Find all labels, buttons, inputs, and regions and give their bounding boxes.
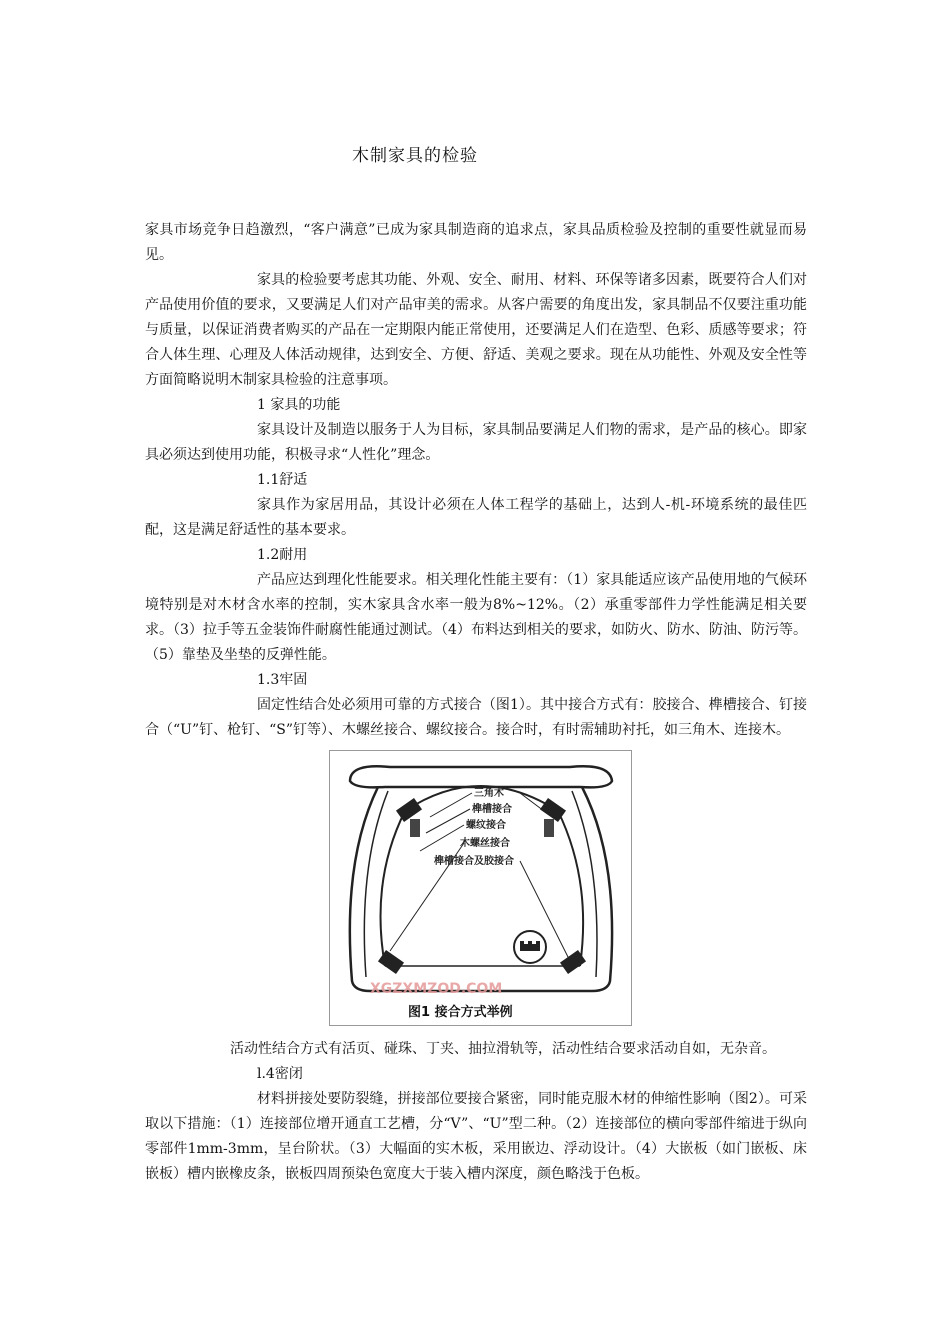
- subsection-heading: l.4密闭: [257, 1066, 303, 1082]
- intro-paragraph: 家具市场竞争日趋激烈，“客户满意”已成为家具制造商的追求点，家具品质检验及控制的重要性就显而易见。: [145, 222, 807, 263]
- paragraph: 固定性结合处必须用可靠的方式接合（图1）。其中接合方式有：胶接合、榫槽接合、钉接合（“U”钉、枪钉、“S”钉等）、木螺丝接合、螺纹接合。接合时，有时需辅助衬托，如三角木、连接木。: [145, 697, 807, 738]
- figure-label: 榫槽接合及胶接合: [434, 856, 514, 867]
- figure-label: 螺纹接合: [466, 820, 506, 831]
- paragraph: 材料拼接处要防裂缝，拼接部位要接合紧密，同时能克服木材的伸缩性影响（图2）。可采取以下措施：（1）连接部位增开通直工艺槽，分“V”、“U”型二种。（2）连接部位的横向零部件缩进于纵向零部件1mm-3mm，呈台阶状。（3）大幅面的实木板，采用嵌边、浮动设计。（4）大嵌板（如门嵌板、床嵌板）槽内嵌橡皮条，嵌板四周预染色宽度大于装入槽内深度，颜色略浅于色板。: [145, 1091, 807, 1182]
- watermark: XGZXMZOD.COM: [370, 981, 503, 997]
- section-heading: 1 家具的功能: [257, 397, 341, 413]
- figure-label: 木螺丝接合: [460, 838, 510, 849]
- paragraph: 产品应达到理化性能要求。相关理化性能主要有：（1）家具能适应该产品使用地的气候环境特别是对木材含水率的控制，实木家具含水率一般为8%~12%。（2）承重零部件力学性能满足相关要求。（3）拉手等五金装饰件耐腐性能通过测试。（4）布料达到相关的要求，如防火、防水、防油、防污等。（5）靠垫及坐垫的反弹性能。: [145, 572, 807, 663]
- subsection-heading: 1.3牢固: [257, 672, 308, 688]
- figure-caption: 图1 接合方式举例: [408, 1005, 513, 1020]
- paragraph: 活动性结合方式有活页、碰珠、丁夹、抽拉滑轨等，活动性结合要求活动自如，无杂音。: [230, 1041, 776, 1057]
- page-title: 木制家具的检验: [352, 146, 478, 166]
- figure-label: 榫槽接合: [472, 804, 512, 815]
- subsection-heading: 1.1舒适: [257, 472, 308, 488]
- paragraph: 家具设计及制造以服务于人为目标，家具制品要满足人们物的需求，是产品的核心。即家具必须达到使用功能，积极寻求“人性化”理念。: [145, 422, 807, 463]
- paragraph: 家具作为家居用品，其设计必须在人体工程学的基础上，达到人-机-环境系统的最佳匹配，这是满足舒适性的基本要求。: [145, 497, 807, 538]
- paragraph: 家具的检验要考虑其功能、外观、安全、耐用、材料、环保等诸多因素，既要符合人们对产品使用价值的要求，又要满足人们对产品审美的需求。从客户需要的角度出发，家具制品不仅要注重功能与质量，以保证消费者购买的产品在一定期限内能正常使用，还要满足人们在造型、色彩、质感等要求；符合人体生理、心理及人体活动规律，达到安全、方便、舒适、美观之要求。现在从功能性、外观及安全性等方面简略说明木制家具检验的注意事项。: [145, 272, 807, 388]
- main-text: [145, 218, 807, 743]
- figure-1: [329, 750, 632, 1026]
- after-figure-text: [145, 1037, 807, 1187]
- figure-label: 三角木: [474, 788, 504, 799]
- joint-diagram: [330, 751, 631, 1025]
- subsection-heading: 1.2耐用: [257, 547, 308, 563]
